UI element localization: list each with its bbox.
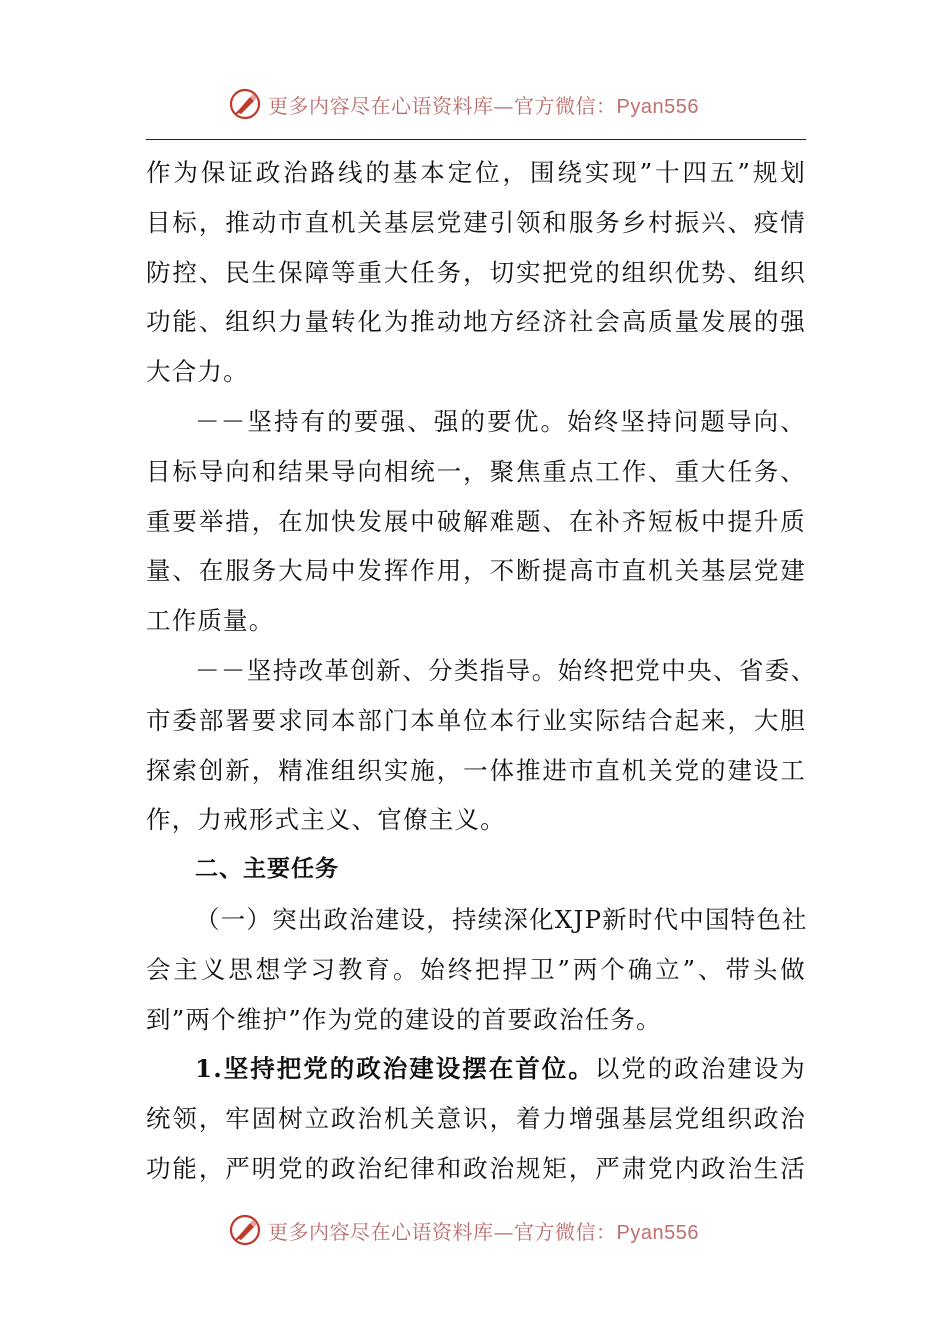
body-line: （一）突出政治建设，持续深化XJP新时代中国特色社	[195, 904, 808, 934]
body-line: 作，力戒形式主义、官僚主义。	[146, 805, 506, 835]
header-rule	[146, 139, 806, 140]
body-line: 探索创新，精准组织实施，一体推进市直机关党的建设工	[146, 755, 806, 785]
pen-nib-seal-icon	[228, 1213, 262, 1247]
document-body	[146, 148, 817, 1194]
header-banner-text: 更多内容尽在心语资料库—官方微信：Pyan556	[268, 93, 699, 118]
body-line: 工作质量。	[146, 606, 275, 636]
body-line: －－坚持改革创新、分类指导。始终把党中央、省委、	[195, 655, 817, 685]
section-heading: 二、主要任务	[195, 856, 339, 883]
body-line	[146, 1044, 806, 1094]
pen-nib-seal-icon	[228, 87, 262, 121]
body-line: 防控、民生保障等重大任务，切实把党的组织优势、组织	[146, 257, 806, 287]
body-line: 统领，牢固树立政治机关意识，着力增强基层党组织政治	[146, 1104, 806, 1134]
body-line: 量、在服务大局中发挥作用，不断提高市直机关基层党建	[146, 556, 806, 586]
body-line: －－坚持有的要强、强的要优。始终坚持问题导向、	[195, 406, 806, 436]
body-line: 大合力。	[146, 357, 249, 387]
body-line: 到”两个维护”作为党的建设的首要政治任务。	[146, 1004, 662, 1034]
body-line: 重要举措，在加快发展中破解难题、在补齐短板中提升质	[146, 506, 806, 536]
body-line: 功能，严明党的政治纪律和政治规矩，严肃党内政治生活	[146, 1153, 806, 1183]
body-line: 目标导向和结果导向相统一，聚焦重点工作、重大任务、	[146, 456, 806, 486]
body-line-rest: 以党的政治建设为	[594, 1054, 806, 1084]
header-banner	[0, 84, 950, 124]
bold-lead: 1.坚持把党的政治建设摆在首位。	[195, 1054, 595, 1084]
body-line: 作为保证政治路线的基本定位，围绕实现”十四五”规划	[146, 158, 806, 187]
footer-banner-text: 更多内容尽在心语资料库—官方微信：Pyan556	[268, 1219, 699, 1244]
footer-banner	[0, 1210, 950, 1250]
body-line: 功能、组织力量转化为推动地方经济社会高质量发展的强	[146, 307, 806, 337]
body-line: 目标，推动市直机关基层党建引领和服务乡村振兴、疫情	[146, 207, 806, 237]
body-line: 会主义思想学习教育。始终把捍卫”两个确立”、带头做	[146, 954, 806, 984]
body-line: 市委部署要求同本部门本单位本行业实际结合起来，大胆	[146, 705, 806, 735]
